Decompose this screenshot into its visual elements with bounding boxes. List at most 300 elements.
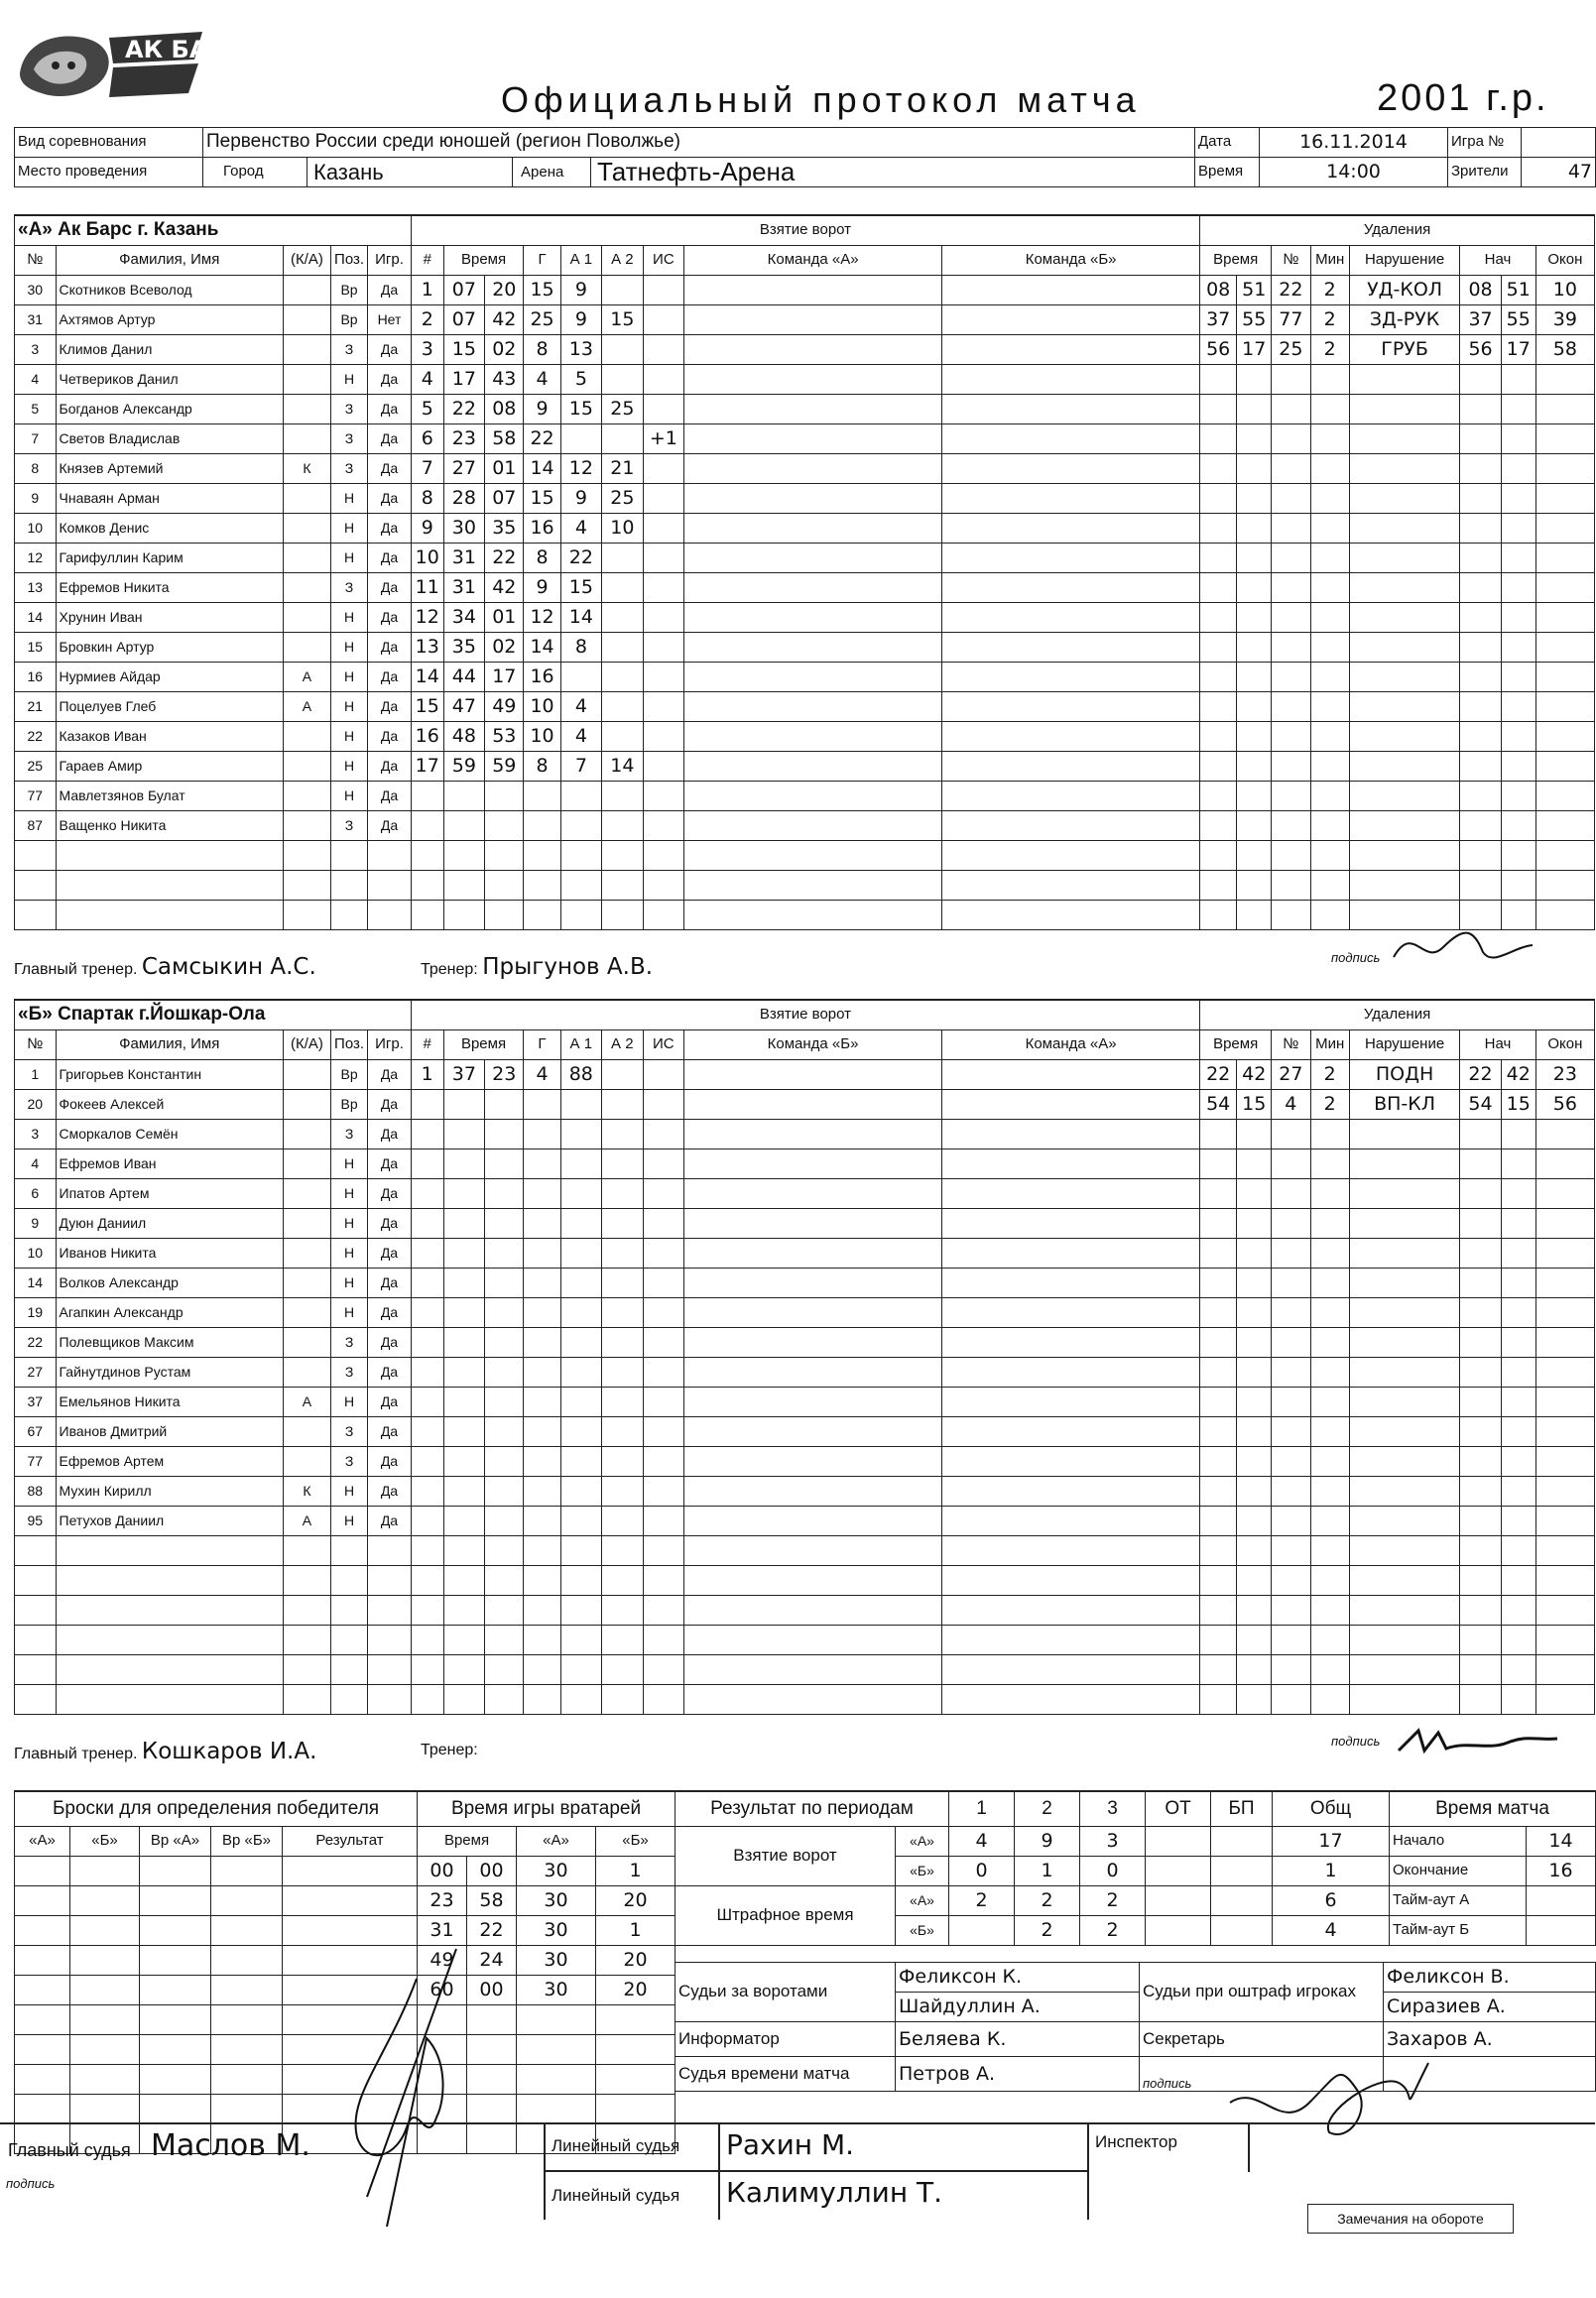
col-goal-time: Время <box>443 1030 524 1060</box>
table-row <box>15 1120 1595 1149</box>
player-position: Вр <box>330 305 367 335</box>
goal-cell: 15 <box>443 335 485 365</box>
col-pen-end: Окон <box>1535 1030 1594 1060</box>
goal-cell <box>643 454 684 484</box>
time-label: Время <box>1195 158 1260 187</box>
goal-cell: 3 <box>411 335 443 365</box>
end-label: Окончание <box>1390 1857 1527 1886</box>
table-row <box>15 1536 1595 1566</box>
table-row <box>15 544 1595 573</box>
player-number: 27 <box>15 1358 57 1388</box>
team-b-signature <box>1389 1721 1567 1765</box>
player-number: 67 <box>15 1417 57 1447</box>
timeout-b-value <box>1527 1916 1596 1946</box>
penalty-cell: 54 <box>1200 1090 1237 1120</box>
table-row <box>418 1886 675 1916</box>
goal-cell: 5 <box>411 395 443 424</box>
col-b: «Б» <box>70 1827 140 1857</box>
goals-header: Взятие ворот <box>411 215 1199 246</box>
table-row <box>15 633 1595 663</box>
table-row <box>15 901 1595 930</box>
table-row <box>15 365 1595 395</box>
player-name: Климов Данил <box>56 335 283 365</box>
player-name: Иванов Дмитрий <box>56 1417 283 1447</box>
col-pen-viol: Нарушение <box>1349 246 1459 276</box>
result-cell: 1 <box>1273 1857 1390 1886</box>
player-played: Да <box>368 1388 412 1417</box>
player-played: Да <box>368 365 412 395</box>
player-role <box>283 484 330 514</box>
goalie-time-cell: 20 <box>596 1946 675 1976</box>
goal-cell <box>560 424 602 454</box>
goal-cell: 42 <box>485 305 524 335</box>
player-role <box>283 1328 330 1358</box>
col-pen-time: Время <box>1200 246 1272 276</box>
player-played: Да <box>368 1209 412 1239</box>
shootout-title: Броски для определения победителя <box>15 1791 418 1827</box>
table-row <box>15 722 1595 752</box>
coach-value: Прыгунов А.В. <box>482 954 654 980</box>
col-a1: А 1 <box>560 246 602 276</box>
goal-cell: 5 <box>560 365 602 395</box>
penalty-cell: 55 <box>1237 305 1272 335</box>
goal-cell: 25 <box>524 305 560 335</box>
player-position: Н <box>330 1298 367 1328</box>
col-a1: А 1 <box>560 1030 602 1060</box>
result-cell: 2 <box>1015 1916 1080 1946</box>
col-pen-num: № <box>1272 1030 1310 1060</box>
goal-cell: 15 <box>524 484 560 514</box>
table-row <box>675 1886 1390 1916</box>
goal-cell: 8 <box>524 335 560 365</box>
timeout-b-label: Тайм-аут Б <box>1390 1916 1527 1946</box>
linesman-1-label: Линейный судья <box>552 2136 680 2155</box>
col-team2: Команда «А» <box>942 1030 1200 1060</box>
goal-cell: 12 <box>411 603 443 633</box>
informator-label: Информатор <box>675 2022 896 2057</box>
table-row <box>15 305 1595 335</box>
player-position: Н <box>330 1477 367 1507</box>
goal-cell: 10 <box>411 544 443 573</box>
logo-text: АК БАРС <box>125 36 243 63</box>
result-cell: 4 <box>949 1827 1015 1857</box>
table-row <box>15 1358 1595 1388</box>
goal-cell: 13 <box>560 335 602 365</box>
timeout-a-value <box>1527 1886 1596 1916</box>
penalty-cell: 2 <box>1310 1090 1349 1120</box>
penalty-cell: 58 <box>1535 335 1594 365</box>
col-name: Фамилия, Имя <box>56 1030 283 1060</box>
table-row <box>15 1149 1595 1179</box>
col-p2: 2 <box>1015 1791 1080 1827</box>
table-row <box>15 1626 1595 1655</box>
goal-cell: 01 <box>485 454 524 484</box>
result-cell <box>1146 1916 1211 1946</box>
col-goal-time: Время <box>443 246 524 276</box>
result-cell <box>1146 1886 1211 1916</box>
penalties-header: Удаления <box>1200 215 1595 246</box>
table-row <box>15 1179 1595 1209</box>
goalie-time-cell: 00 <box>418 1857 467 1886</box>
linesman-2-label: Линейный судья <box>552 2186 680 2205</box>
player-played: Да <box>368 1090 412 1120</box>
goal-cell <box>643 395 684 424</box>
goal-cell: 15 <box>560 395 602 424</box>
player-position: Н <box>330 544 367 573</box>
bottom-rule <box>0 2122 1595 2124</box>
player-played: Да <box>368 573 412 603</box>
goalie-time-cell: 24 <box>467 1946 517 1976</box>
penalty-cell: 56 <box>1460 335 1502 365</box>
goal-cell: 53 <box>485 722 524 752</box>
goalie-time-cell: 20 <box>596 1886 675 1916</box>
table-row <box>15 841 1595 871</box>
goal-cell: 10 <box>602 514 644 544</box>
team-label: «Б» <box>896 1916 949 1946</box>
player-position: Вр <box>330 1060 367 1090</box>
penalty-cell: 55 <box>1501 305 1535 335</box>
divider-4 <box>1087 2122 1089 2220</box>
goal-cell: 20 <box>485 276 524 305</box>
goalie-time-cell: 00 <box>467 1857 517 1886</box>
player-played: Да <box>368 544 412 573</box>
goal-cell <box>602 276 644 305</box>
team-title: «Б» Спартак г.Йошкар-Ола <box>15 1000 412 1030</box>
goal-cell: 02 <box>485 335 524 365</box>
col-team2: Команда «Б» <box>942 246 1200 276</box>
goal-cell: 35 <box>443 633 485 663</box>
player-position: Н <box>330 1507 367 1536</box>
player-played: Да <box>368 1417 412 1447</box>
penalty-judges-label: Судьи при оштраф игроках <box>1140 1963 1384 2022</box>
col-pen-time: Время <box>1200 1030 1272 1060</box>
player-number: 30 <box>15 276 57 305</box>
col-pen-end: Окон <box>1535 246 1594 276</box>
goal-cell <box>643 514 684 544</box>
player-name: Ефремов Никита <box>56 573 283 603</box>
goal-cell <box>643 692 684 722</box>
col-name: Фамилия, Имя <box>56 246 283 276</box>
goal-cell: 14 <box>602 752 644 782</box>
player-position: З <box>330 1120 367 1149</box>
team-a-signature <box>1384 917 1542 982</box>
goalie-time-cell: 30 <box>517 1886 596 1916</box>
player-played: Да <box>368 811 412 841</box>
player-played: Нет <box>368 305 412 335</box>
goal-cell: 9 <box>560 276 602 305</box>
goal-cell: 07 <box>443 305 485 335</box>
comp-label: Вид соревнования <box>15 128 203 158</box>
team-b-coach-label: Тренер: <box>421 1742 478 1758</box>
table-row <box>15 1857 418 1886</box>
player-name: Фокеев Алексей <box>56 1090 283 1120</box>
player-position: Н <box>330 365 367 395</box>
player-role <box>283 633 330 663</box>
inspector-label: Инспектор <box>1095 2132 1177 2151</box>
player-name: Четвериков Данил <box>56 365 283 395</box>
city-value: Казань <box>307 158 512 186</box>
goal-judges-label: Судьи за воротами <box>675 1963 896 2022</box>
goal-cell: 4 <box>524 1060 560 1090</box>
col-so: БП <box>1211 1791 1273 1827</box>
city-label: Город <box>223 163 264 181</box>
goal-cell: 88 <box>560 1060 602 1090</box>
document-title: Официальный протокол матча <box>501 79 1141 120</box>
player-played: Да <box>368 395 412 424</box>
player-position: З <box>330 1447 367 1477</box>
penalty-cell: 22 <box>1460 1060 1502 1090</box>
table-row <box>15 1886 418 1916</box>
goal-cell <box>643 365 684 395</box>
linesman-1-value: Рахин М. <box>726 2128 855 2161</box>
table-row <box>15 663 1595 692</box>
club-logo <box>14 24 243 107</box>
timekeeper-value: Петров А. <box>896 2057 1140 2092</box>
goal-cell <box>602 1060 644 1090</box>
player-number: 4 <box>15 365 57 395</box>
goal-cell: 9 <box>560 305 602 335</box>
player-position: Н <box>330 633 367 663</box>
goal-cell <box>602 335 644 365</box>
player-position: Н <box>330 484 367 514</box>
table-row <box>15 1209 1595 1239</box>
date-value: 16.11.2014 <box>1260 128 1448 158</box>
penalty-cell: 22 <box>1272 276 1310 305</box>
arena-label: Арена <box>512 158 590 186</box>
player-role <box>283 603 330 633</box>
goal-cell: 17 <box>411 752 443 782</box>
goal-cell: 4 <box>411 365 443 395</box>
goal-cell: 10 <box>524 692 560 722</box>
player-played: Да <box>368 782 412 811</box>
penalty-cell: 2 <box>1310 305 1349 335</box>
officials-table <box>675 1962 1596 2092</box>
player-name: Петухов Даниил <box>56 1507 283 1536</box>
player-number: 87 <box>15 811 57 841</box>
team-label: «Б» <box>896 1857 949 1886</box>
age-group: 2001 г.р. <box>1377 77 1549 119</box>
penalties-header: Удаления <box>1200 1000 1595 1030</box>
goal-cell <box>643 633 684 663</box>
player-played: Да <box>368 484 412 514</box>
player-played: Да <box>368 454 412 484</box>
player-played: Да <box>368 335 412 365</box>
goalie-time-cell: 1 <box>596 1916 675 1946</box>
table-row <box>15 1596 1595 1626</box>
goal-cell: 01 <box>485 603 524 633</box>
player-role <box>283 305 330 335</box>
match-time-table <box>1389 1790 1596 1946</box>
table-row <box>15 1477 1595 1507</box>
goal-cell: 44 <box>443 663 485 692</box>
goal-cell: 8 <box>560 633 602 663</box>
player-played: Да <box>368 514 412 544</box>
game-value <box>1522 128 1596 158</box>
player-position: З <box>330 1417 367 1447</box>
table-row <box>418 1857 675 1886</box>
goal-cell: 31 <box>443 544 485 573</box>
col-ka: (К/А) <box>283 246 330 276</box>
player-number: 12 <box>15 544 57 573</box>
penalty-cell: 39 <box>1535 305 1594 335</box>
player-number: 77 <box>15 1447 57 1477</box>
referee-sign-label: подпись <box>6 2176 56 2191</box>
player-role <box>283 573 330 603</box>
table-row <box>15 1447 1595 1477</box>
goal-cell: 13 <box>411 633 443 663</box>
goalie-time-title: Время игры вратарей <box>418 1791 675 1827</box>
player-number: 5 <box>15 395 57 424</box>
spect-label: Зрители <box>1448 158 1522 187</box>
goal-cell: +1 <box>643 424 684 454</box>
player-name: Ахтямов Артур <box>56 305 283 335</box>
goal-cell: 23 <box>443 424 485 454</box>
goal-cell <box>602 424 644 454</box>
table-row <box>15 276 1595 305</box>
table-row <box>15 782 1595 811</box>
player-number: 8 <box>15 454 57 484</box>
col-goal-num: # <box>411 1030 443 1060</box>
goal-cell: 22 <box>524 424 560 454</box>
result-cell: 4 <box>1273 1916 1390 1946</box>
goalie-time-cell: 30 <box>517 1976 596 2005</box>
player-played: Да <box>368 752 412 782</box>
player-name: Светов Владислав <box>56 424 283 454</box>
player-name: Гайнутдинов Рустам <box>56 1358 283 1388</box>
secretary-value: Захаров А. <box>1384 2022 1596 2057</box>
player-position: Н <box>330 1179 367 1209</box>
goal-cell: 8 <box>411 484 443 514</box>
goalie-time-cell: 49 <box>418 1946 467 1976</box>
player-number: 20 <box>15 1090 57 1120</box>
player-number: 19 <box>15 1298 57 1328</box>
player-played: Да <box>368 1358 412 1388</box>
player-number: 88 <box>15 1477 57 1507</box>
player-name: Агапкин Александр <box>56 1298 283 1328</box>
goal-cell <box>643 663 684 692</box>
penalty-cell: 2 <box>1310 276 1349 305</box>
player-position: Н <box>330 663 367 692</box>
date-label: Дата <box>1195 128 1260 158</box>
goal-cell <box>643 484 684 514</box>
col-pen-start: Нач <box>1460 246 1535 276</box>
comp-value: Первенство России среди юношей (регион Поволжье) <box>203 128 1195 158</box>
goal-cell <box>602 633 644 663</box>
goalie-time-cell: 00 <box>467 1976 517 2005</box>
col-total: Общ <box>1273 1791 1390 1827</box>
goal-cell: 16 <box>524 663 560 692</box>
head-coach-value: Самсыкин А.С. <box>141 954 316 980</box>
col-pen-viol: Нарушение <box>1349 1030 1459 1060</box>
timeout-a-label: Тайм-аут А <box>1390 1886 1527 1916</box>
goal-cell: 31 <box>443 573 485 603</box>
goal-cell: 2 <box>411 305 443 335</box>
penalty-cell: 08 <box>1460 276 1502 305</box>
player-position: Н <box>330 1209 367 1239</box>
divider-5 <box>1248 2122 1250 2172</box>
player-name: Ващенко Никита <box>56 811 283 841</box>
player-position: З <box>330 424 367 454</box>
goal-cell <box>643 276 684 305</box>
player-name: Емельянов Никита <box>56 1388 283 1417</box>
goal-cell: 25 <box>602 395 644 424</box>
col-a: «А» <box>15 1827 70 1857</box>
player-position: З <box>330 335 367 365</box>
player-name: Комков Денис <box>56 514 283 544</box>
player-position: З <box>330 454 367 484</box>
player-role <box>283 811 330 841</box>
goal-cell: 6 <box>411 424 443 454</box>
goal-cell: 9 <box>524 395 560 424</box>
referee-signature <box>327 1939 496 2241</box>
player-position: Вр <box>330 1090 367 1120</box>
goal-cell: 9 <box>560 484 602 514</box>
player-position: З <box>330 395 367 424</box>
goal-cell: 22 <box>560 544 602 573</box>
player-role <box>283 1090 330 1120</box>
penalty-cell: 08 <box>1200 276 1237 305</box>
player-name: Волков Александр <box>56 1269 283 1298</box>
player-played: Да <box>368 1269 412 1298</box>
result-cell <box>1211 1827 1273 1857</box>
start-value: 14 <box>1527 1827 1596 1857</box>
time-value: 14:00 <box>1260 158 1448 187</box>
player-name: Дуюн Даниил <box>56 1209 283 1239</box>
result-cell <box>949 1916 1015 1946</box>
player-number: 7 <box>15 424 57 454</box>
goal-cell: 35 <box>485 514 524 544</box>
table-row <box>15 1566 1595 1596</box>
table-row <box>15 395 1595 424</box>
goal-cell: 49 <box>485 692 524 722</box>
col-gk-b: Вр «Б» <box>211 1827 283 1857</box>
player-name: Ефремов Артем <box>56 1447 283 1477</box>
goalie-time-cell: 31 <box>418 1916 467 1946</box>
goal-cell: 14 <box>524 454 560 484</box>
penalty-cell: 25 <box>1272 335 1310 365</box>
table-row <box>15 1507 1595 1536</box>
player-name: Скотников Всеволод <box>56 276 283 305</box>
penalty-cell: ЗД-РУК <box>1349 305 1459 335</box>
player-number: 15 <box>15 633 57 663</box>
match-info-table <box>14 127 1596 187</box>
result-cell: 2 <box>1080 1916 1146 1946</box>
penalty-cell: 10 <box>1535 276 1594 305</box>
goal-judge-2: Шайдуллин А. <box>896 1993 1140 2022</box>
player-number: 4 <box>15 1149 57 1179</box>
player-position: Н <box>330 692 367 722</box>
player-played: Да <box>368 722 412 752</box>
goal-cell: 07 <box>485 484 524 514</box>
player-role: А <box>283 1507 330 1536</box>
goal-cell: 4 <box>524 365 560 395</box>
penalty-cell: 37 <box>1200 305 1237 335</box>
team_b-table <box>14 999 1595 1715</box>
head-coach-value: Кошкаров И.А. <box>141 1739 317 1764</box>
goal-cell: 12 <box>524 603 560 633</box>
col-pen-min: Мин <box>1310 246 1349 276</box>
goalie-time-cell: 1 <box>596 1857 675 1886</box>
table-row <box>15 514 1595 544</box>
secretary-label: Секретарь <box>1140 2022 1384 2057</box>
goal-cell: 34 <box>443 603 485 633</box>
result-cell: 2 <box>1015 1886 1080 1916</box>
player-role <box>283 1209 330 1239</box>
col-num: № <box>15 1030 57 1060</box>
goal-cell: 17 <box>443 365 485 395</box>
col-a: «А» <box>517 1827 596 1857</box>
player-number: 37 <box>15 1388 57 1417</box>
